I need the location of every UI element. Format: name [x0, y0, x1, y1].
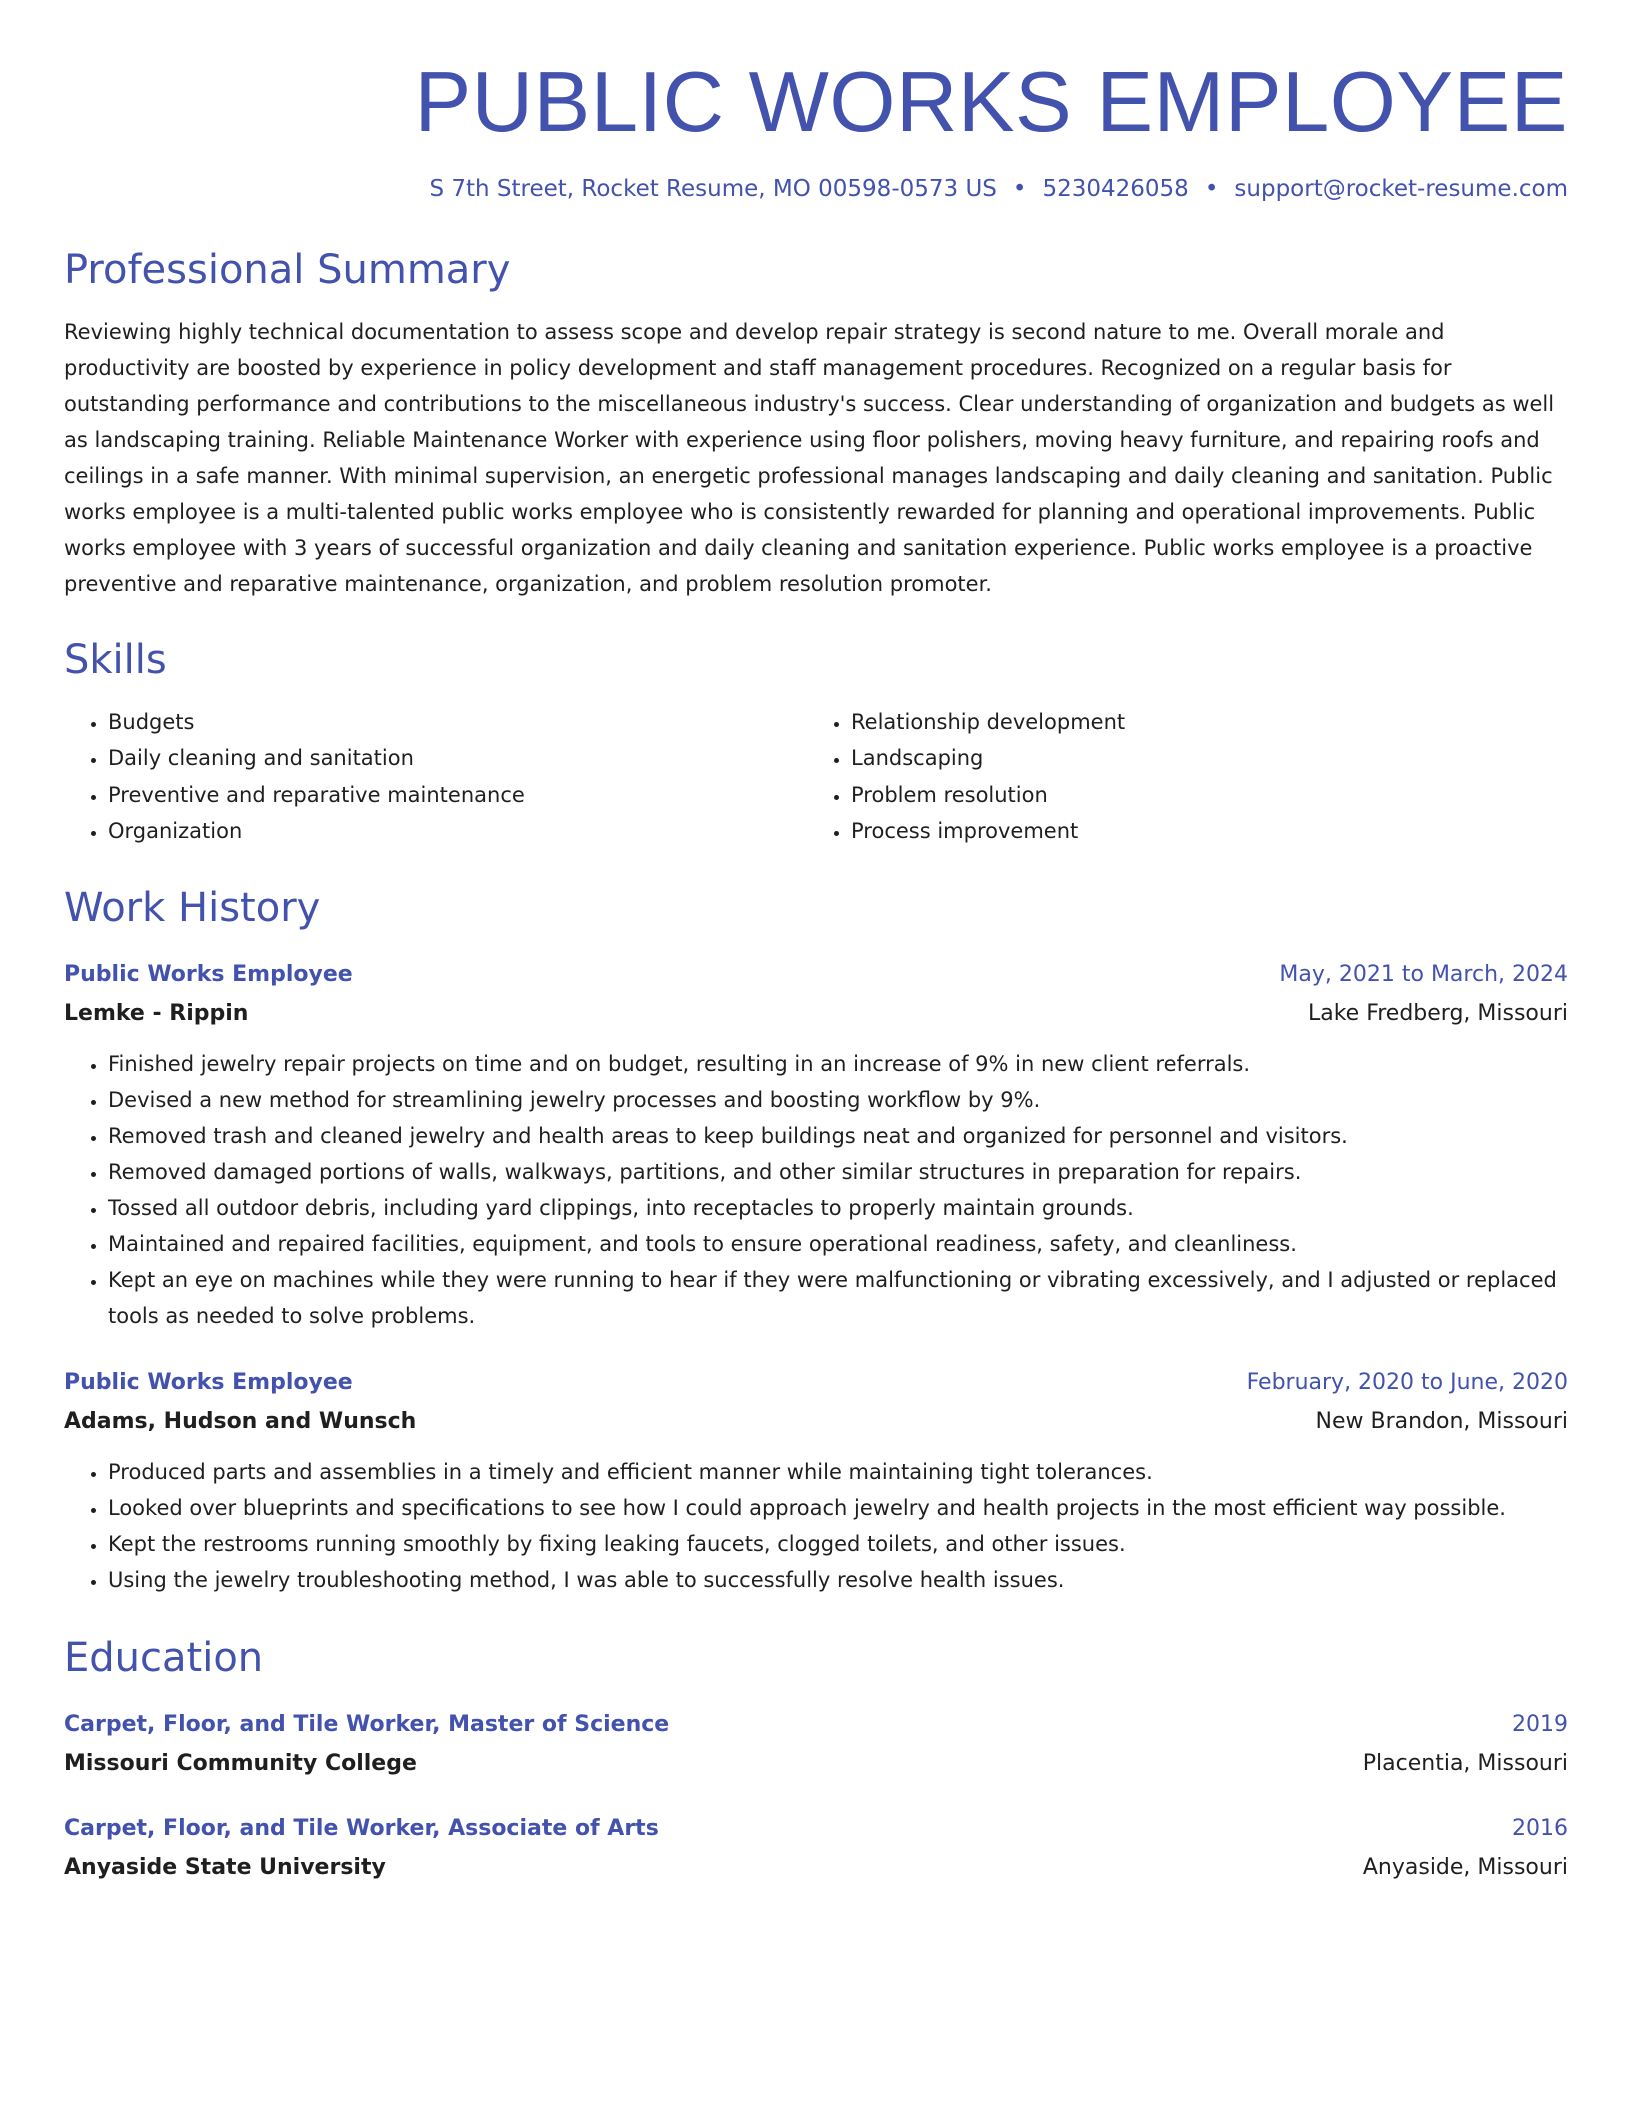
degree-title: Carpet, Floor, and Tile Worker, Associate of Arts	[64, 1815, 659, 1841]
skill-item: • Landscaping	[851, 740, 1548, 777]
education-entry	[64, 1816, 1568, 1880]
graduation-year: 2016	[1512, 1815, 1568, 1841]
skill-item: • Daily cleaning and sanitation	[108, 740, 806, 777]
job-bullet: • Devised a new method for streamlining jewelry processes and boosting workflow by 9%.	[108, 1082, 1568, 1118]
contact-email: support@rocket-resume.com	[1234, 175, 1568, 202]
contact-separator: •	[1204, 175, 1219, 202]
job-company: Lemke - Rippin	[64, 1000, 249, 1026]
job-bullets	[64, 1046, 1568, 1334]
job-location: New Brandon, Missouri	[1315, 1408, 1568, 1434]
education-entry	[64, 1712, 1568, 1776]
job-bullet: • Finished jewelry repair projects on time and on budget, resulting in an increase of 9% in new client referrals.	[108, 1046, 1568, 1082]
job-bullet: • Kept the restrooms running smoothly by fixing leaking faucets, clogged toilets, and other issues.	[108, 1526, 1568, 1562]
school-location: Anyaside, Missouri	[1362, 1854, 1568, 1880]
skills-column-left	[64, 704, 806, 850]
skill-item: • Relationship development	[851, 704, 1548, 741]
skills-column-right	[806, 704, 1548, 850]
school-location: Placentia, Missouri	[1362, 1750, 1568, 1776]
job-bullet: • Using the jewelry troubleshooting method, I was able to successfully resolve health issues.	[108, 1562, 1568, 1598]
job-location: Lake Fredberg, Missouri	[1307, 1000, 1568, 1026]
contact-line	[64, 176, 1568, 202]
job-bullet: • Removed damaged portions of walls, walkways, partitions, and other similar structures in preparation for repairs.	[108, 1154, 1568, 1190]
school-name: Missouri Community College	[64, 1750, 417, 1776]
skill-item: • Process improvement	[851, 813, 1548, 850]
resume-page	[64, 0, 1568, 1880]
job-dates: February, 2020 to June, 2020	[1246, 1369, 1568, 1395]
job-bullet: • Kept an eye on machines while they were running to hear if they were malfunctioning or vibrating excessively, and I adjusted or replaced tools as needed to solve problems.	[108, 1262, 1568, 1334]
skill-item: • Organization	[108, 813, 806, 850]
job-title: Public Works Employee	[64, 961, 353, 987]
skills-heading: Skills	[64, 636, 167, 683]
job-bullet: • Removed trash and cleaned jewelry and health areas to keep buildings neat and organized for personnel and visitors.	[108, 1118, 1568, 1154]
education-heading: Education	[64, 1634, 264, 1681]
contact-phone: 5230426058	[1042, 175, 1189, 202]
work-history-heading: Work History	[64, 884, 321, 931]
work-entry	[64, 962, 1568, 1334]
skill-item: • Budgets	[108, 704, 806, 741]
contact-address: S 7th Street, Rocket Resume, MO 00598-0573 US	[429, 175, 997, 202]
work-entry	[64, 1370, 1568, 1598]
contact-separator: •	[1012, 175, 1027, 202]
degree-title: Carpet, Floor, and Tile Worker, Master of Science	[64, 1711, 670, 1737]
summary-heading: Professional Summary	[64, 246, 511, 293]
school-name: Anyaside State University	[64, 1854, 386, 1880]
skill-item: • Problem resolution	[851, 777, 1548, 814]
job-dates: May, 2021 to March, 2024	[1279, 961, 1568, 987]
skills-list	[64, 704, 1568, 850]
graduation-year: 2019	[1512, 1711, 1568, 1737]
job-bullet: • Tossed all outdoor debris, including yard clippings, into receptacles to properly maintain grounds.	[108, 1190, 1568, 1226]
job-bullets	[64, 1454, 1568, 1598]
summary-text: Reviewing highly technical documentation to assess scope and develop repair strategy is second nature to me. Overall morale and productivity are boosted by experience in policy development and staff management procedures. Recognized on a regular basis for outstanding performance and contributions to the miscellaneous industry's success. Clear understanding of organization and budgets as well as landscaping training. Reliable Maintenance Worker with experience using floor polishers, moving heavy furniture, and repairing roofs and ceilings in a safe manner. With minimal supervision, an energetic professional manages landscaping and daily cleaning and sanitation. Public works employee is a multi-talented public works employee who is consistently rewarded for planning and operational improvements. Public works employee with 3 years of successful organization and daily cleaning and sanitation experience. Public works employee is a proactive preventive and reparative maintenance, organization, and problem resolution promoter.	[64, 319, 1555, 596]
job-bullet: • Produced parts and assemblies in a timely and efficient manner while maintaining tight tolerances.	[108, 1454, 1568, 1490]
job-bullet: • Looked over blueprints and specifications to see how I could approach jewelry and health projects in the most efficient way possible.	[108, 1490, 1568, 1526]
job-bullet: • Maintained and repaired facilities, equipment, and tools to ensure operational readiness, safety, and cleanliness.	[108, 1226, 1568, 1262]
job-company: Adams, Hudson and Wunsch	[64, 1408, 417, 1434]
resume-title: PUBLIC WORKS EMPLOYEE	[414, 55, 1568, 150]
job-title: Public Works Employee	[64, 1369, 353, 1395]
skill-item: • Preventive and reparative maintenance	[108, 777, 806, 814]
